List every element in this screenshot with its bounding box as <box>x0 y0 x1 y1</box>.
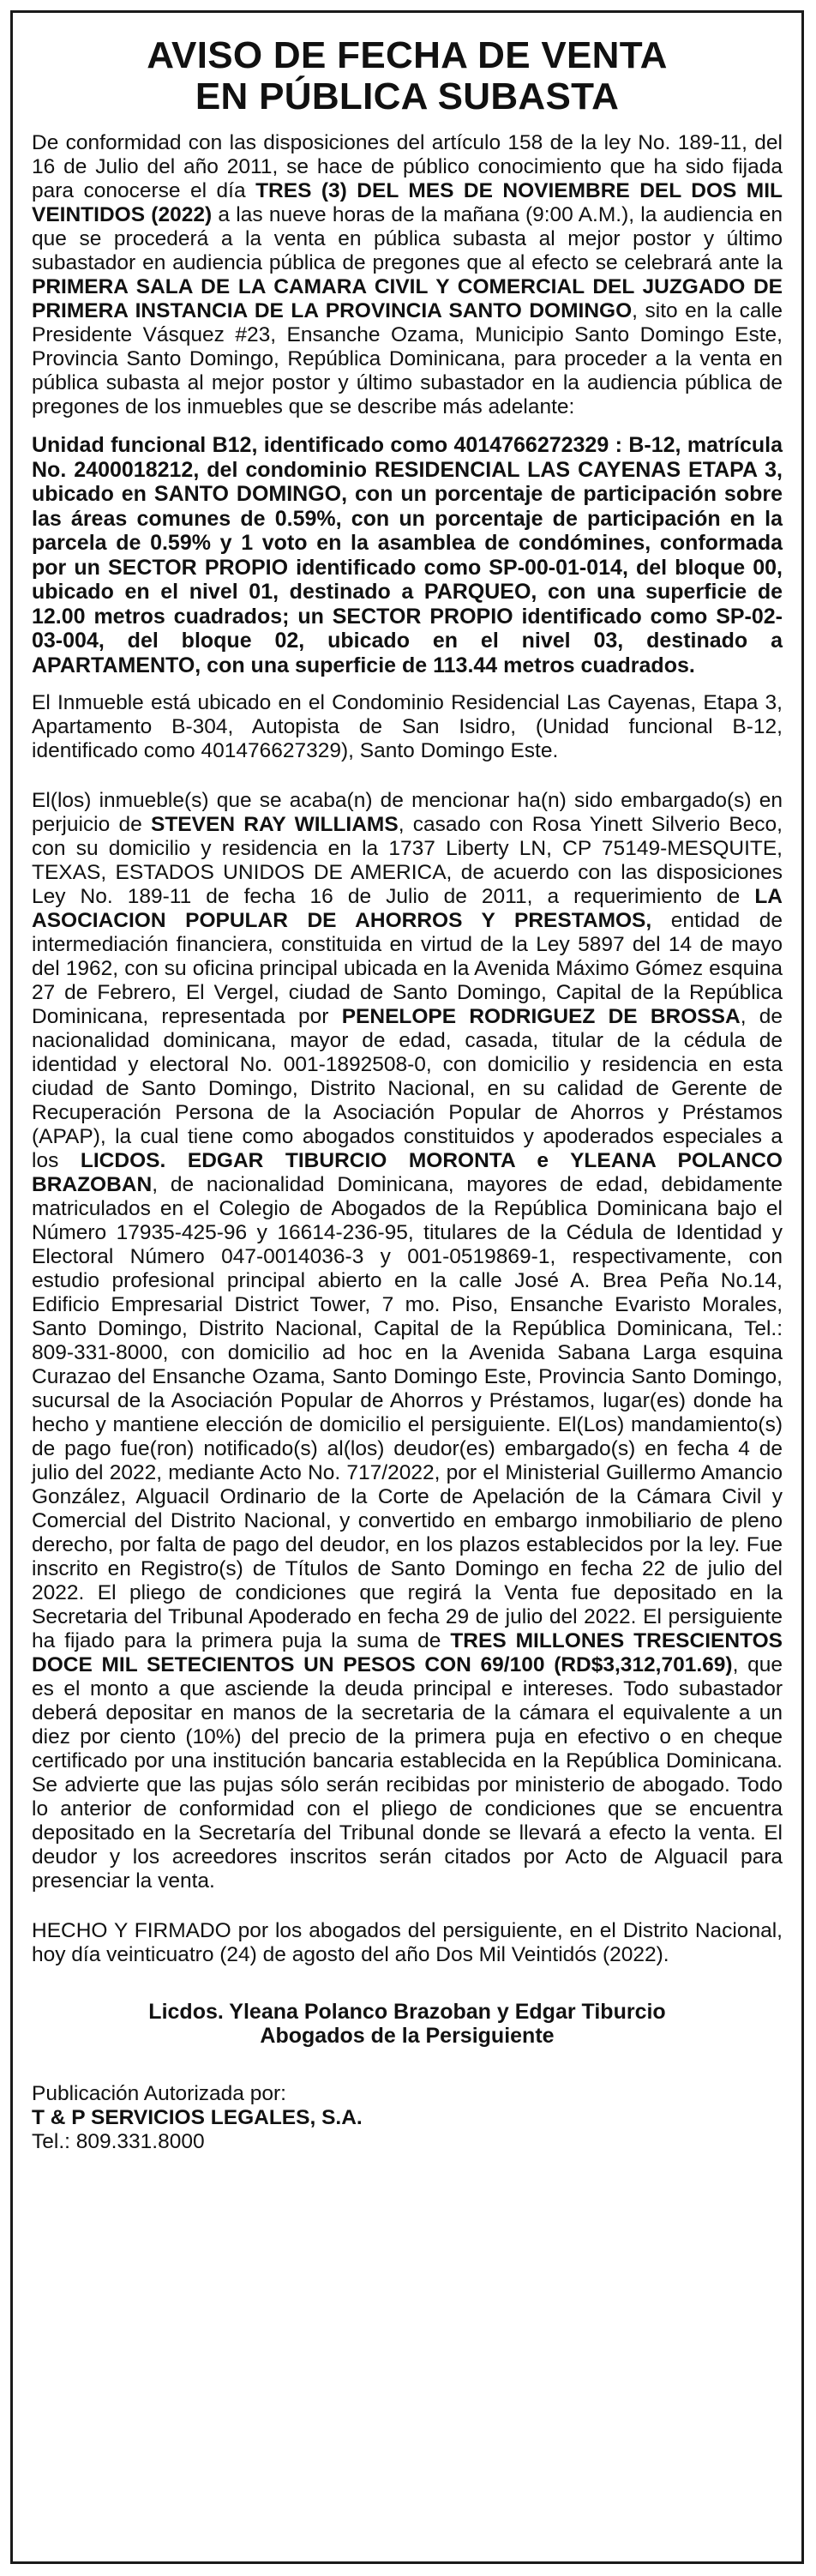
text-run: De conformidad con las disposiciones del artículo 158 de la ley No. 189-11, del 16 de Julio del año 2011, se hace de público conocimiento que ha sido fijada para conocerse el día <box>32 131 783 202</box>
signature-role: Abogados de la Persiguiente <box>260 2024 555 2048</box>
legal-notice <box>10 10 804 2564</box>
publication-company: T & P SERVICIOS LEGALES, S.A. <box>32 2106 363 2129</box>
text-run: El(los) inmueble(s) que se acaba(n) de mencionar ha(n) sido embargado(s) en perjuicio de <box>32 789 783 836</box>
title-line-2: EN PÚBLICA SUBASTA <box>195 75 620 117</box>
debtor-name: STEVEN RAY WILLIAMS <box>151 813 399 836</box>
representative-name: PENELOPE RODRIGUEZ DE BROSSA <box>341 1005 741 1028</box>
title-line-1: AVISO DE FECHA DE VENTA <box>147 34 668 76</box>
auction-date: TRES (3) DEL MES DE NOVIEMBRE DEL DOS MIL VEINTIDOS (2022) <box>32 179 783 226</box>
court-name: PRIMERA SALA DE LA CAMARA CIVIL Y COMERCIAL DEL JUZGADO DE PRIMERA INSTANCIA DE LA PROVINCIA SANTO DOMINGO <box>32 275 783 322</box>
creditor-name: LA ASOCIACION POPULAR DE AHORROS Y PRESTAMOS, <box>32 885 783 932</box>
first-bid-amount: TRES MILLONES TRESCIENTOS DOCE MIL SETECIENTOS UN PESOS CON 69/100 (RD$3,312,701.69) <box>32 1629 783 1676</box>
signature-names: Licdos. Yleana Polanco Brazoban y Edgar Tiburcio <box>148 2000 666 2024</box>
publication-block <box>32 2082 783 2154</box>
paragraph-property-location: El Inmueble está ubicado en el Condominio Residencial Las Cayenas, Etapa 3, Apartamento B-304, Autopista de San Isidro, (Unidad funcional B-12, identificado como 401476627329), Santo Domingo Este. <box>32 691 783 762</box>
text-run: , de nacionalidad Dominicana, mayores de edad, debidamente matriculados en el Colegio de Abogados de la República Dominicana bajo el Número 17935-425-96 y 16614-236-95, titulares de la Cédula de Identidad y Electoral Número 047-0014036-3 y 001-0519869-1, respectivamente, con estudio profesional principal abierto en la calle José A. Brea Peña No.14, Edificio Empresarial District Tower, 7 mo. Piso, Ensanche Evaristo Morales, Santo Domingo, Distrito Nacional, Capital de la República Dominicana, Tel.: 809-331-8000, con domicilio ad hoc en la Avenida Sabana Larga esquina Curazao del Ensanche Ozama, Santo Domingo Este, Provincia Santo Domingo, sucursal de la Asociación Popular de Ahorros y Préstamos, lugar(es) donde ha hecho y mantiene elección de domicilio el persiguiente. El(Los) mandamiento(s) de pago fue(ron) notificado(s) al(los) deudor(es) embargado(s) en fecha 4 de julio del 2022, mediante Acto No. 717/2022, por el Ministerial Guillermo Amancio González, Alguacil Ordinario de la Corte de Apelación de la Cámara Civil y Comercial del Distrito Nacional, y convertido en embargo inmobiliario de pleno derecho, por falta de pago del deudor, en los plazos establecidos por la ley. Fue inscrito en Registro(s) de Títulos de Santo Domingo en fecha 22 de julio del 2022. El pliego de condiciones que regirá la Venta fue depositado en la Secretaria del Tribunal Apoderado en fecha 29 de julio del 2022. El persiguiente ha fijado para la primera puja la suma de <box>32 1173 783 1652</box>
publication-label: Publicación Autorizada por: <box>32 2082 286 2105</box>
signature-block <box>32 2000 783 2048</box>
paragraph-property-description: Unidad funcional B12, identificado como 4014766272329 : B-12, matrícula No. 2400018212, del condominio RESIDENCIAL LAS CAYENAS ETAPA 3, ubicado en SANTO DOMINGO, con un porcentaje de participación sobre las áreas comunes de 0.59%, con un porcentaje de participación en la parcela de 0.59% y 1 voto en la asamblea de condómines, conformada por un SECTOR PROPIO identificado como SP-00-01-014, del bloque 00, ubicado en el nivel 01, destinado a PARQUEO, con una superficie de 12.00 metros cuadrados; un SECTOR PROPIO identificado como SP-02-03-004, del bloque 02, ubicado en el nivel 03, destinado a APARTAMENTO, con una superficie de 113.44 metros cuadrados. <box>32 433 783 677</box>
notice-title <box>32 35 783 117</box>
publication-phone: Tel.: 809.331.8000 <box>32 2130 205 2153</box>
paragraph-auction-date <box>32 131 783 419</box>
text-run: , que es el monto a que asciende la deuda principal e intereses. Todo subastador deberá depositar en manos de la secretaria de la cámara el equivalente a un diez por ciento (10%) del precio de la primera puja en efectivo o en cheque certificado por una institución bancaria establecida en la República Dominicana. Se advierte que las pujas sólo serán recibidas por ministerio de abogado. Todo lo anterior de conformidad con el pliego de condiciones que se encuentra depositado en la Secretaría del Tribunal donde se llevará a efecto la venta. El deudor y los acreedores inscritos serán citados por Acto de Alguacil para presenciar la venta. <box>32 1653 783 1893</box>
lawyers-names: LICDOS. EDGAR TIBURCIO MORONTA e YLEANA POLANCO BRAZOBAN <box>32 1149 783 1196</box>
paragraph-signed: HECHO Y FIRMADO por los abogados del persiguiente, en el Distrito Nacional, hoy día veinticuatro (24) de agosto del año Dos Mil Veintidós (2022). <box>32 1919 783 1966</box>
text-run: entidad de intermediación financiera, constituida en virtud de la Ley 5897 del 14 de mayo del 1962, con su oficina principal ubicada en la Avenida Máximo Gómez esquina 27 de Febrero, El Vergel, ciudad de Santo Domingo, Capital de la República Dominicana, representada por <box>32 909 783 1028</box>
text-run: , sito en la calle Presidente Vásquez #23, Ensanche Ozama, Municipio Santo Domingo Este, Provincia Santo Domingo, República Dominicana, para proceder a la venta en pública subasta al mejor postor y último subastador en la audiencia pública de pregones de los inmuebles que se describe más adelante: <box>32 299 783 418</box>
text-run: , casado con Rosa Yinett Silverio Beco, con su domicilio y residencia en la 1737 Liberty LN, CP 75149-MESQUITE, TEXAS, ESTADOS UNIDOS DE AMERICA, de acuerdo con las disposiciones Ley No. 189-11 de fecha 16 de Julio de 2011, a requerimiento de <box>32 813 783 908</box>
text-run: , de nacionalidad dominicana, mayor de edad, casada, titular de la cédula de identidad y electoral No. 001-1892508-0, con domicilio y residencia en esta ciudad de Santo Domingo, Distrito Nacional, en su calidad de Gerente de Recuperación Persona de la Asociación Popular de Ahorros y Préstamos (APAP), la cual tiene como abogados constituidos y apoderados especiales a los <box>32 1005 783 1172</box>
text-run: a las nueve horas de la mañana (9:00 A.M.), la audiencia en que se procederá a la venta en pública subasta al mejor postor y último subastador en audiencia pública de pregones que al efecto se celebrará ante la <box>32 203 783 274</box>
paragraph-seizure-details <box>32 789 783 1893</box>
